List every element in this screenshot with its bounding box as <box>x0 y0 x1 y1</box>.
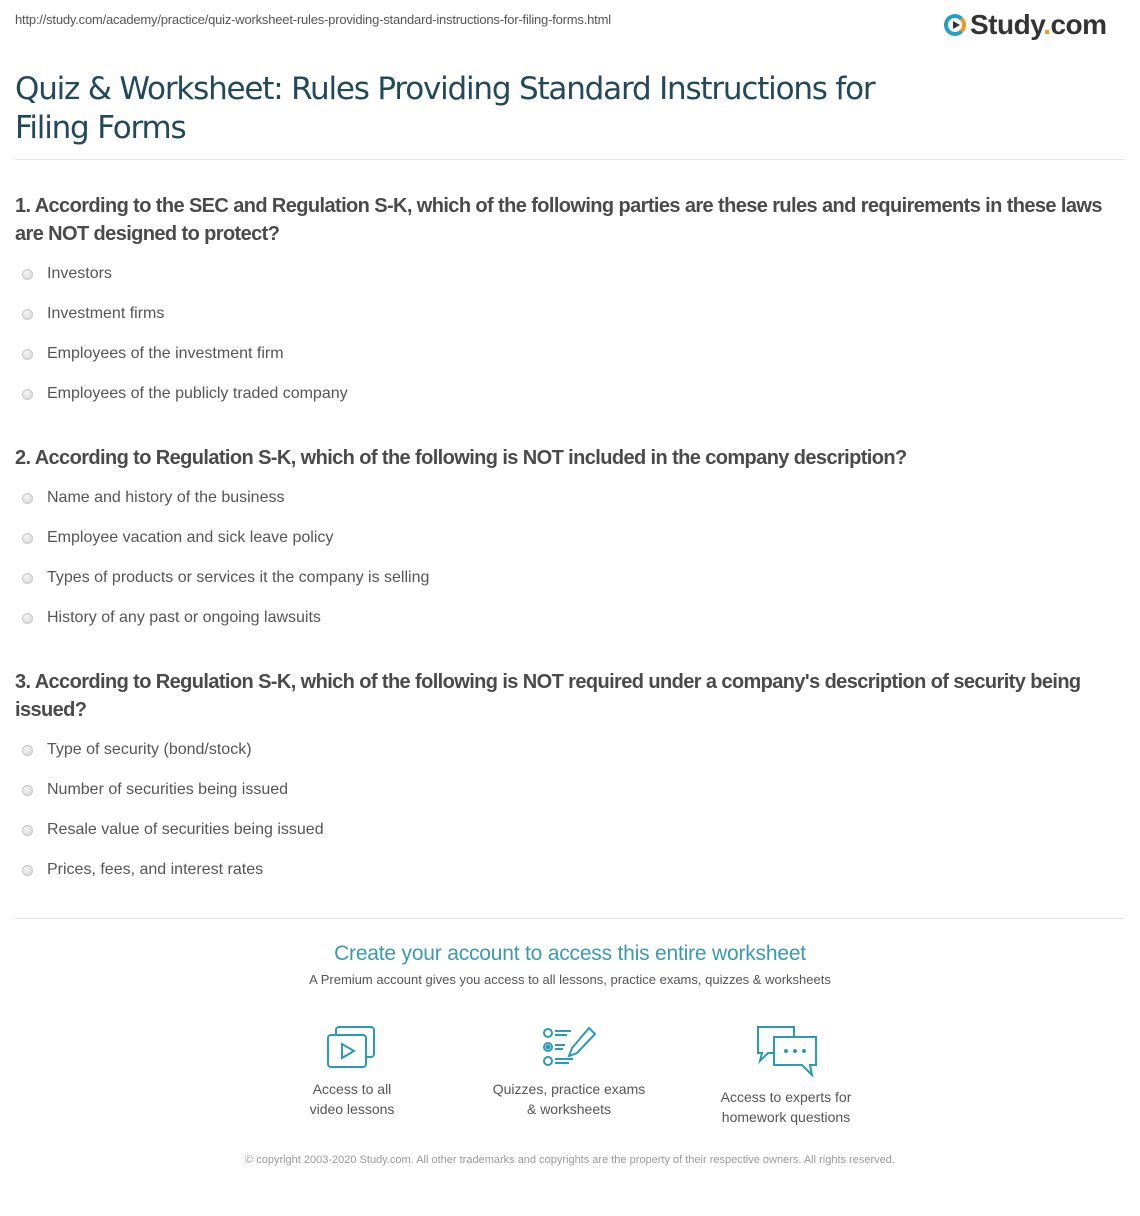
radio-button[interactable] <box>22 745 33 756</box>
answer-option[interactable]: History of any past or ongoing lawsuits <box>22 609 321 627</box>
video-lessons-icon <box>326 1025 378 1069</box>
answer-option[interactable]: Prices, fees, and interest rates <box>22 861 263 879</box>
page-url: http://study.com/academy/practice/quiz-worksheet-rules-providing-standard-instructions-for-filing-forms.html <box>15 12 611 27</box>
logo-dot: . <box>1043 9 1051 40</box>
logo-text: Study.com <box>970 9 1107 40</box>
create-account-link[interactable]: Create your account to access this entire worksheet <box>334 942 806 965</box>
radio-button[interactable] <box>22 309 33 320</box>
radio-button[interactable] <box>22 533 33 544</box>
feature-experts <box>686 1025 886 1127</box>
answer-option[interactable]: Type of security (bond/stock) <box>22 741 252 759</box>
answer-option[interactable]: Employees of the publicly traded company <box>22 385 348 403</box>
study-logo[interactable] <box>944 9 1107 41</box>
radio-button[interactable] <box>22 785 33 796</box>
logo-com: com <box>1050 9 1107 40</box>
radio-button[interactable] <box>22 865 33 876</box>
answer-option[interactable]: Employee vacation and sick leave policy <box>22 529 333 547</box>
premium-description: A Premium account gives you access to all lessons, practice exams, quizzes & worksheets <box>309 972 831 987</box>
title-divider <box>15 159 1125 160</box>
question-1: 1. According to the SEC and Regulation S-K, which of the following parties are these rules and requirements in these laws are NOT designed to protect? <box>15 195 1102 245</box>
answer-option[interactable]: Number of securities being issued <box>22 781 288 799</box>
chat-bubbles-icon <box>754 1025 818 1077</box>
answer-option[interactable]: Name and history of the business <box>22 489 284 507</box>
radio-button[interactable] <box>22 613 33 624</box>
feature-label: Access to all video lessons <box>309 1081 395 1117</box>
radio-button[interactable] <box>22 349 33 360</box>
answer-option[interactable]: Resale value of securities being issued <box>22 821 324 839</box>
feature-quizzes <box>469 1025 669 1119</box>
quiz-checklist-icon <box>541 1025 597 1069</box>
question-2: 2. According to Regulation S-K, which of the following is NOT included in the company description? <box>15 447 907 469</box>
copyright-notice: © copyright 2003-2020 Study.com. All other trademarks and copyrights are the property of their respective owners. All rights reserved. <box>245 1154 895 1166</box>
radio-button[interactable] <box>22 269 33 280</box>
question-3: 3. According to Regulation S-K, which of the following is NOT required under a company's description of security being issued? <box>15 671 1081 721</box>
answer-option[interactable]: Employees of the investment firm <box>22 345 284 363</box>
answer-option[interactable]: Investment firms <box>22 305 164 323</box>
radio-button[interactable] <box>22 573 33 584</box>
feature-label: Quizzes, practice exams & worksheets <box>492 1081 646 1117</box>
feature-label: Access to experts for homework questions <box>720 1089 852 1125</box>
answer-option[interactable]: Investors <box>22 265 112 283</box>
questions-divider <box>15 918 1125 919</box>
feature-video-lessons <box>252 1025 452 1119</box>
radio-button[interactable] <box>22 389 33 400</box>
radio-button[interactable] <box>22 825 33 836</box>
answer-option[interactable]: Types of products or services it the company is selling <box>22 569 429 587</box>
play-logo-icon <box>944 14 966 36</box>
page-title: Quiz & Worksheet: Rules Providing Standard Instructions for Filing Forms <box>15 71 875 146</box>
radio-button[interactable] <box>22 493 33 504</box>
